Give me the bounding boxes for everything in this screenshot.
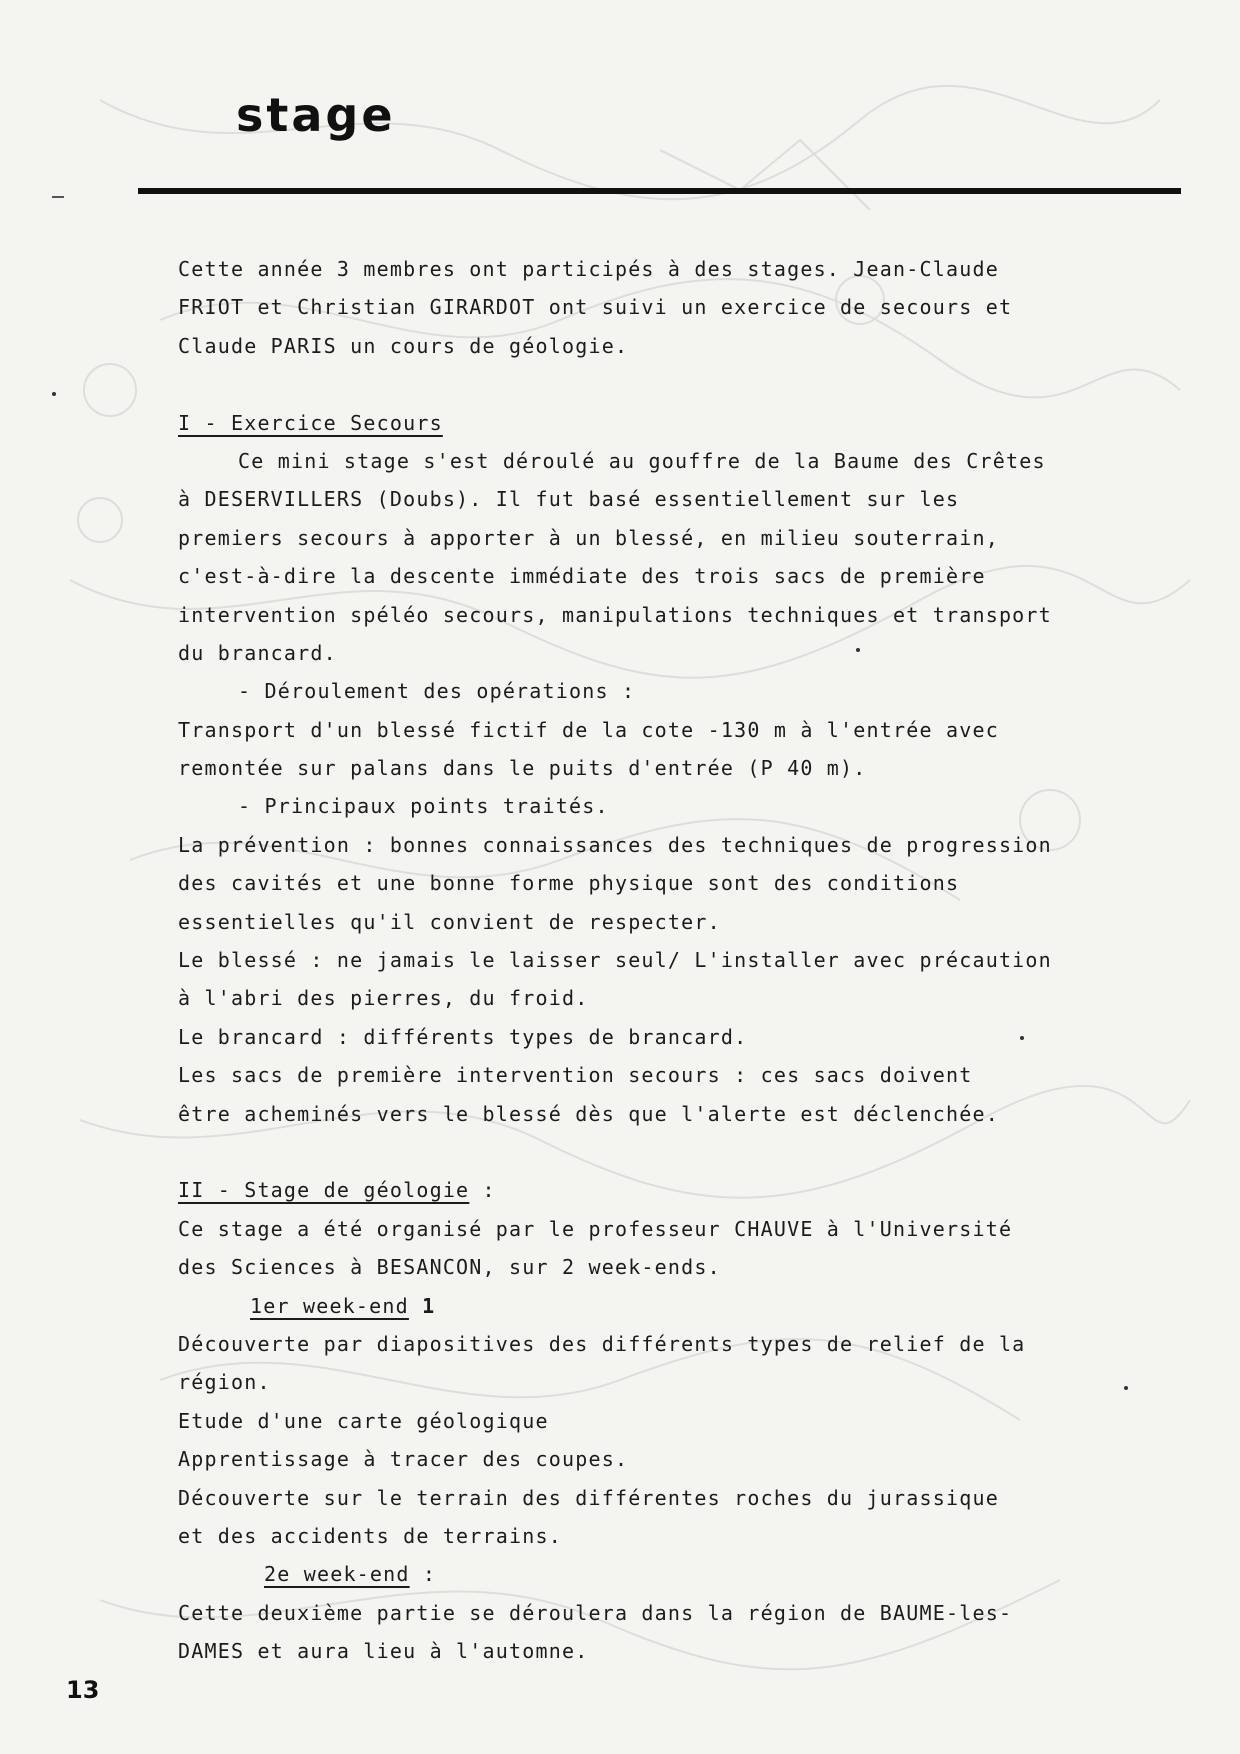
- points-line-7: Les sacs de première intervention secours : ces sacs doivent: [178, 1063, 973, 1088]
- section-1-line-1: Ce mini stage s'est déroulé au gouffre de la Baume des Crêtes: [238, 448, 1046, 473]
- section-2-line-2: des Sciences à BESANCON, sur 2 week-ends.: [178, 1255, 721, 1280]
- points-line-6: Le brancard : différents types de brancard.: [178, 1024, 748, 1049]
- weekend-1-heading-suffix: 1: [408, 1293, 436, 1318]
- intro-line-3: Claude PARIS un cours de géologie.: [178, 333, 629, 358]
- title-underline-rule: [138, 188, 1181, 194]
- weekend-1-line-1: Découverte par diapositives des différents types de relief de la: [178, 1331, 1026, 1356]
- points-line-5: à l'abri des pierres, du froid.: [178, 986, 589, 1011]
- article-body: [178, 250, 1178, 1670]
- weekend-2-line-2: DAMES et aura lieu à l'automne.: [178, 1639, 589, 1664]
- margin-tick-mark: [52, 196, 64, 198]
- points-subheading: - Principaux points traités.: [238, 794, 609, 819]
- intro-line-2: FRIOT et Christian GIRARDOT ont suivi un exercice de secours et: [178, 295, 1013, 320]
- weekend-1-line-3: Etude d'une carte géologique: [178, 1408, 549, 1433]
- weekend-1-heading-line: [178, 1287, 1178, 1325]
- weekend-1-line-4: Apprentissage à tracer des coupes.: [178, 1447, 629, 1472]
- section-1-line-2: à DESERVILLERS (Doubs). Il fut basé essentiellement sur les: [178, 487, 960, 512]
- weekend-2-heading-line: [178, 1555, 1178, 1593]
- section-1-line-4: c'est-à-dire la descente immédiate des trois sacs de première: [178, 564, 986, 589]
- print-speck: [52, 392, 56, 396]
- section-1-heading-line: [178, 404, 1178, 442]
- print-speck: [1020, 1036, 1024, 1040]
- weekend-1-heading: 1er week-end: [250, 1293, 409, 1318]
- section-2-heading-line: [178, 1171, 1178, 1209]
- section-2-line-1: Ce stage a été organisé par le professeur CHAUVE à l'Université: [178, 1216, 1013, 1241]
- points-line-1: La prévention : bonnes connaissances des techniques de progression: [178, 832, 1052, 857]
- weekend-2-heading-suffix: :: [409, 1562, 437, 1587]
- page-number: 13: [66, 1676, 100, 1704]
- weekend-1-line-6: et des accidents de terrains.: [178, 1523, 562, 1548]
- page-title: stage: [236, 88, 396, 142]
- operations-line-2: remontée sur palans dans le puits d'entrée (P 40 m).: [178, 756, 867, 781]
- section-1-line-6: du brancard.: [178, 640, 337, 665]
- weekend-2-heading: 2e week-end: [264, 1562, 410, 1587]
- weekend-1-line-2: région.: [178, 1370, 271, 1395]
- operations-subheading: - Déroulement des opérations :: [238, 679, 636, 704]
- intro-line-1: Cette année 3 membres ont participés à des stages. Jean-Claude: [178, 257, 999, 281]
- points-line-4: Le blessé : ne jamais le laisser seul/ L'installer avec précaution: [178, 948, 1052, 973]
- spacer: [178, 365, 1178, 403]
- section-2-heading: II - Stage de géologie: [178, 1178, 470, 1203]
- weekend-2-line-1: Cette deuxième partie se déroulera dans la région de BAUME-les-: [178, 1600, 1013, 1625]
- spacer: [178, 1133, 1178, 1171]
- operations-line-1: Transport d'un blessé fictif de la cote -130 m à l'entrée avec: [178, 717, 999, 742]
- weekend-1-line-5: Découverte sur le terrain des différentes roches du jurassique: [178, 1485, 999, 1510]
- section-1-line-3: premiers secours à apporter à un blessé, en milieu souterrain,: [178, 525, 999, 550]
- print-speck: [856, 648, 860, 652]
- points-line-8: être acheminés vers le blessé dès que l'alerte est déclenchée.: [178, 1101, 999, 1126]
- section-1-line-5: intervention spéléo secours, manipulations techniques et transport: [178, 602, 1052, 627]
- section-2-heading-suffix: :: [469, 1178, 496, 1203]
- print-speck: [1124, 1386, 1128, 1390]
- section-1-heading: I - Exercice Secours: [178, 410, 443, 435]
- points-line-3: essentielles qu'il convient de respecter.: [178, 909, 721, 934]
- points-line-2: des cavités et une bonne forme physique sont des conditions: [178, 871, 960, 896]
